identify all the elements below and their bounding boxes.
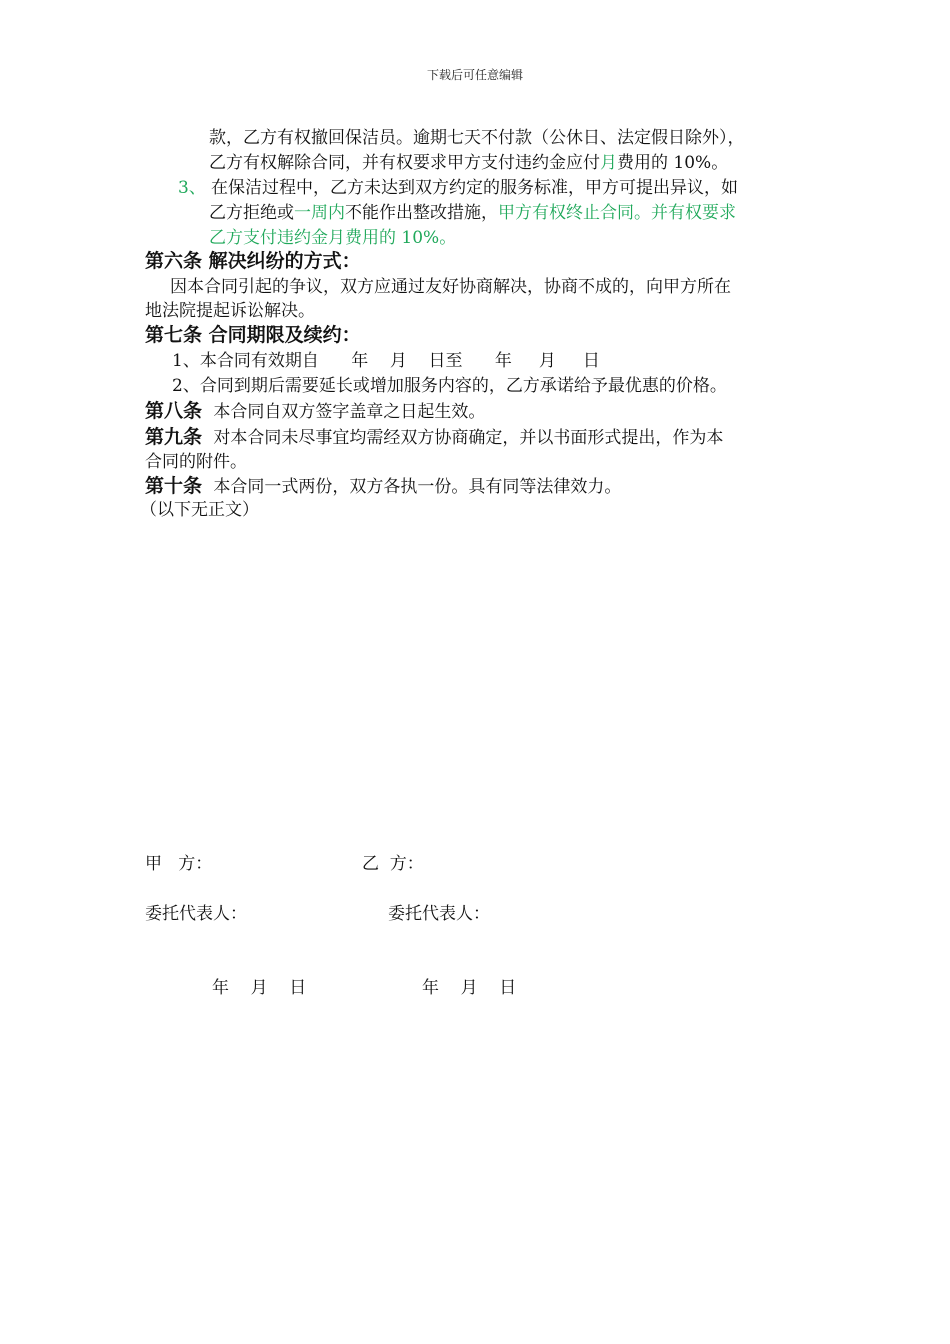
clause5-line2-a: 乙方有权解除合同，并有权要求甲方支付违约金应付: [209, 153, 600, 173]
article8-title: 第八条: [145, 400, 203, 422]
article6-title: 第六条 解决纠纷的方式：: [145, 250, 361, 272]
representative-b-label: 委托代表人：: [388, 904, 490, 924]
date-a: 年 月 日: [212, 978, 307, 998]
article10-text: 本合同一式两份，双方各执一份。具有同等法律效力。: [213, 477, 622, 497]
article9-line2: 合同的附件。: [145, 452, 247, 472]
end-note: （以下无正文）: [140, 500, 259, 520]
article7-title: 第七条 合同期限及续约：: [145, 324, 361, 346]
clause5-item3-line2-a: 乙方拒绝或: [209, 203, 294, 223]
clause5-line2: [209, 152, 728, 174]
page-header: 下载后可任意编辑: [426, 68, 523, 82]
article6-line1: 因本合同引起的争议，双方应通过友好协商解决，协商不成的，向甲方所在: [170, 277, 731, 297]
article9-text: 对本合同未尽事宜均需经双方协商确定，并以书面形式提出，作为本: [213, 428, 724, 448]
article6-line2: 地法院提起诉讼解决。: [145, 301, 315, 321]
article9: [145, 426, 723, 449]
representative-a-label: 委托代表人：: [145, 904, 247, 924]
article9-title: 第九条: [145, 426, 203, 448]
clause5-line1: 款，乙方有权撤回保洁员。逾期七天不付款（公休日、法定假日除外），: [209, 128, 745, 148]
clause5-line2-b: 月: [600, 153, 617, 173]
article8: [145, 400, 485, 423]
article7-item2: 2、合同到期后需要延长或增加服务内容的，乙方承诺给予最优惠的价格。: [172, 376, 727, 396]
clause5-item3-line2-c: 不能作出整改措施，: [345, 203, 498, 223]
clause5-item3-line1: 在保洁过程中，乙方未达到双方约定的服务标准，甲方可提出异议，如: [211, 178, 738, 198]
clause5-item3-line3: 乙方支付违约金月费用的 10%。: [209, 228, 457, 248]
clause5-item3-line2-d: 甲方有权终止合同。并有权要求: [498, 203, 736, 223]
date-b: 年 月 日: [422, 978, 517, 998]
article8-text: 本合同自双方签字盖章之日起生效。: [213, 402, 486, 422]
clause5-line2-c: 费用的 10%。: [617, 153, 729, 173]
clause5-item3-number: 3、: [178, 178, 206, 198]
article10-title: 第十条: [145, 475, 203, 497]
article10: [145, 475, 621, 498]
article7-item1: 1、本合同有效期自 年 月 日至 年 月 日: [172, 351, 600, 371]
party-b-label: 乙 方：: [362, 854, 424, 874]
party-a-label: 甲 方：: [145, 854, 213, 874]
clause5-item3-line2: [209, 202, 736, 224]
clause5-item3-line2-b: 一周内: [294, 203, 345, 223]
